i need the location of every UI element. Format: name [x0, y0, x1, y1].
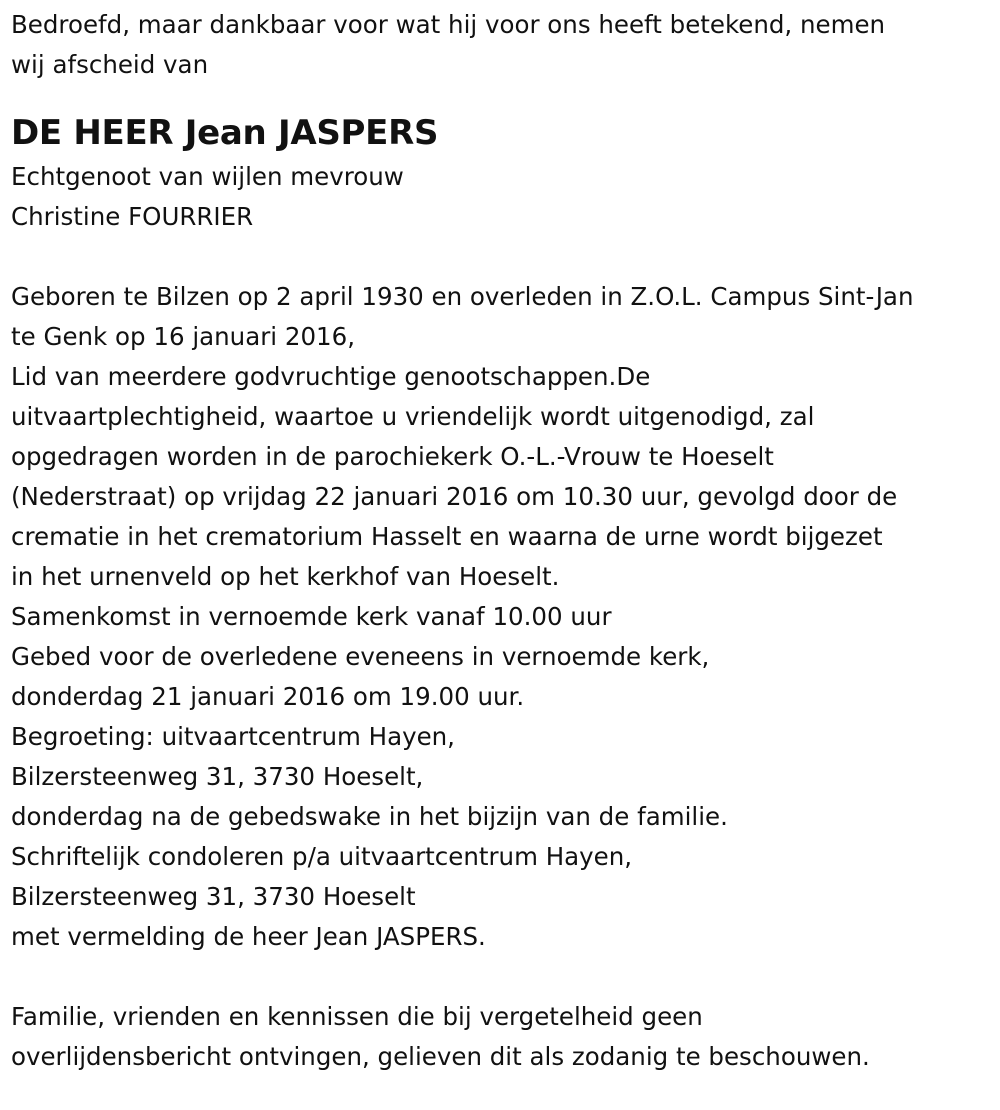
details-line: uitvaartplechtigheid, waartoe u vriendelijk wordt uitgenodigd, zal [11, 402, 815, 431]
details-line: Geboren te Bilzen op 2 april 1930 en overleden in Z.O.L. Campus Sint-Jan [11, 282, 914, 311]
intro-paragraph [11, 5, 990, 85]
details-line: te Genk op 16 januari 2016, [11, 322, 356, 351]
closing-line: Familie, vrienden en kennissen die bij vergetelheid geen [11, 1002, 703, 1031]
closing-paragraph [11, 997, 990, 1077]
closing-line: overlijdensbericht ontvingen, gelieven dit als zodanig te beschouwen. [11, 1042, 870, 1071]
paragraph-spacer [11, 957, 990, 997]
details-line: in het urnenveld op het kerkhof van Hoeselt. [11, 562, 560, 591]
details-line: met vermelding de heer Jean JASPERS. [11, 922, 486, 951]
details-line: Samenkomst in vernoemde kerk vanaf 10.00 uur [11, 602, 612, 631]
spouse-line: Christine FOURRIER [11, 202, 254, 231]
details-line: (Nederstraat) op vrijdag 22 januari 2016 om 10.30 uur, gevolgd door de [11, 482, 898, 511]
details-line: Schriftelijk condoleren p/a uitvaartcentrum Hayen, [11, 842, 633, 871]
details-line: Gebed voor de overledene eveneens in vernoemde kerk, [11, 642, 710, 671]
spouse-line: Echtgenoot van wijlen mevrouw [11, 162, 404, 191]
details-line: crematie in het crematorium Hasselt en waarna de urne wordt bijgezet [11, 522, 883, 551]
details-line: Bilzersteenweg 31, 3730 Hoeselt [11, 882, 416, 911]
intro-line: Bedroefd, maar dankbaar voor wat hij voor ons heeft betekend, nemen [11, 10, 886, 39]
details-line: Bilzersteenweg 31, 3730 Hoeselt, [11, 762, 424, 791]
details-line: Begroeting: uitvaartcentrum Hayen, [11, 722, 455, 751]
details-line: Lid van meerdere godvruchtige genootschappen.De [11, 362, 651, 391]
details-line: donderdag na de gebedswake in het bijzijn van de familie. [11, 802, 728, 831]
spouse-paragraph [11, 157, 990, 237]
details-line: opgedragen worden in de parochiekerk O.-L.-Vrouw te Hoeselt [11, 442, 774, 471]
details-line: donderdag 21 januari 2016 om 19.00 uur. [11, 682, 525, 711]
details-paragraph [11, 277, 990, 957]
paragraph-spacer [11, 237, 990, 277]
intro-line: wij afscheid van [11, 50, 209, 79]
deceased-name-heading: DE HEER Jean JASPERS [11, 113, 439, 153]
